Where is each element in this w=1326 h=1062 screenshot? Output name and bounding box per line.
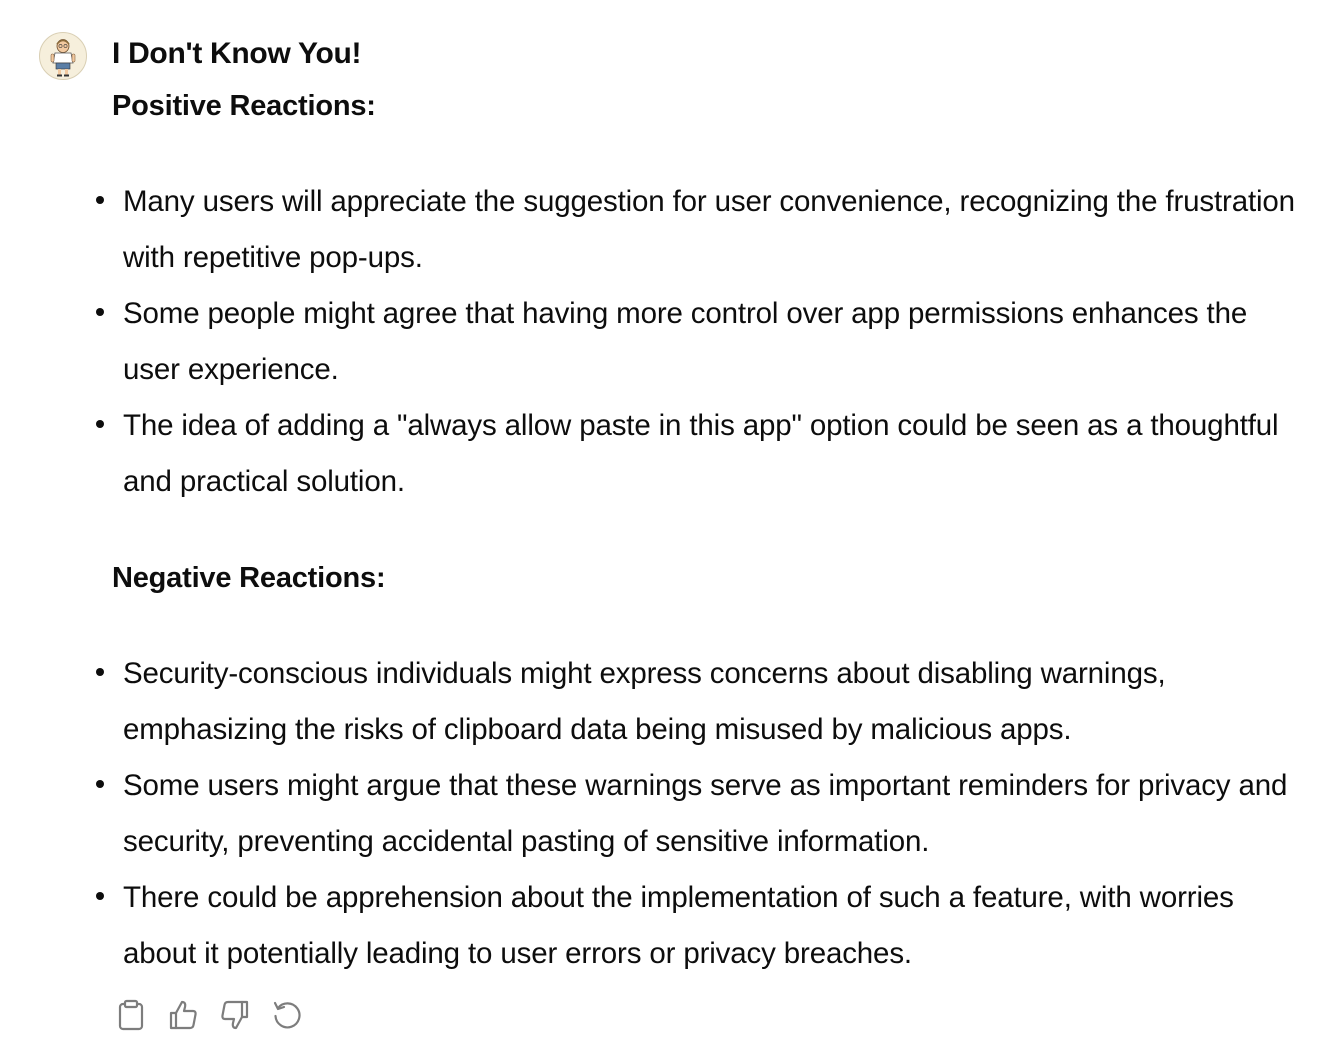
list-item: [0, 870, 1326, 982]
bullet-dot: [96, 668, 104, 676]
positive-reactions-list: [0, 174, 1326, 510]
list-item-text: Many users will appreciate the suggestion for user convenience, recognizing the frustration with repetitive pop-ups.: [123, 185, 1295, 274]
cartoon-character-avatar-icon: [40, 33, 86, 79]
bullet-dot: [96, 780, 104, 788]
list-item-text: Some people might agree that having more control over app permissions enhances the user experience.: [123, 297, 1248, 386]
message-actions: [112, 996, 306, 1034]
section-heading-positive: Positive Reactions:: [112, 90, 376, 122]
clipboard-icon: [116, 999, 146, 1031]
list-item-text: There could be apprehension about the implementation of such a feature, with worries about it potentially leading to user errors or privacy breaches.: [123, 881, 1234, 970]
list-item: [0, 398, 1326, 510]
list-item-text: Security-conscious individuals might express concerns about disabling warnings, emphasizing the risks of clipboard data being misused by malicious apps.: [123, 657, 1166, 746]
thumbs-down-button[interactable]: [216, 996, 254, 1034]
list-item: [0, 758, 1326, 870]
bullet-dot: [96, 196, 104, 204]
section-heading-negative: Negative Reactions:: [112, 562, 386, 594]
list-item: [0, 646, 1326, 758]
bullet-dot: [96, 308, 104, 316]
list-item: [0, 174, 1326, 286]
thumbs-down-icon: [219, 999, 251, 1031]
copy-button[interactable]: [112, 996, 150, 1034]
list-item-text: The idea of adding a "always allow paste in this app" option could be seen as a thoughtful and practical solution.: [123, 409, 1279, 498]
bullet-dot: [96, 420, 104, 428]
thumbs-up-button[interactable]: [164, 996, 202, 1034]
regenerate-button[interactable]: [268, 996, 306, 1034]
thumbs-up-icon: [167, 999, 199, 1031]
list-item: [0, 286, 1326, 398]
negative-reactions-list: [0, 646, 1326, 982]
bullet-dot: [96, 892, 104, 900]
regenerate-icon: [271, 999, 303, 1031]
list-item-text: Some users might argue that these warnings serve as important reminders for privacy and security, preventing accidental pasting of sensitive information.: [123, 769, 1288, 858]
sender-name: I Don't Know You!: [112, 37, 362, 70]
avatar: [39, 32, 87, 80]
